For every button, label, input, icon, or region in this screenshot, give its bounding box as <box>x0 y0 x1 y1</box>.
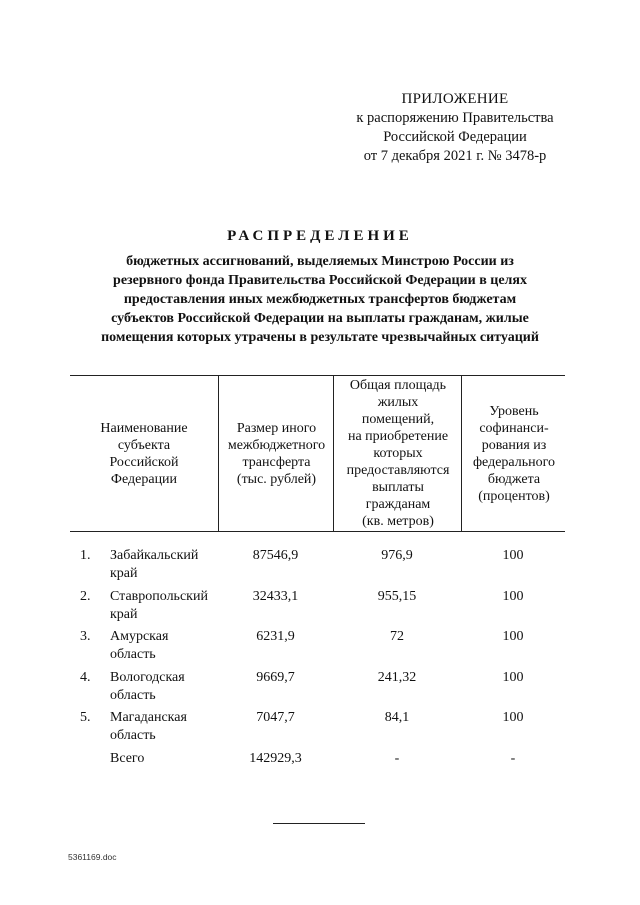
header-transfer-amount <box>218 376 334 531</box>
transfer-amount: 87546,9 <box>252 548 299 563</box>
transfer-amount: 6231,9 <box>256 629 295 644</box>
header-line: рования из <box>481 437 547 453</box>
appendix-line-1: к распоряжению Правительства <box>356 110 554 126</box>
header-line: предоставляются <box>346 463 450 478</box>
subtitle-line: резервного фонда Правительства Российской Федерации в целях <box>113 273 527 288</box>
document-subtitle <box>72 252 568 347</box>
header-line: гражданам <box>365 497 431 512</box>
header-line: Уровень <box>489 403 539 419</box>
region-name-line: Магаданская <box>110 710 187 725</box>
header-line: помещений, <box>361 412 435 427</box>
footer-file-code: 5361169.doc <box>68 852 117 862</box>
total-amount: 142929,3 <box>249 750 302 766</box>
region-name <box>110 709 230 745</box>
row-number: 5. <box>80 710 91 725</box>
region-name-line: Ставропольский <box>110 588 208 604</box>
header-line: Общая площадь <box>349 378 447 393</box>
header-line: Наименование <box>100 420 188 436</box>
cofinancing-level: 100 <box>502 710 524 725</box>
table-body <box>70 532 565 790</box>
region-name-line: область <box>110 647 156 662</box>
header-line: трансферта <box>242 454 311 470</box>
subtitle-line: предоставления иных межбюджетных трансфертов бюджетам <box>123 292 517 307</box>
header-line: которых <box>373 446 423 461</box>
header-line: выплаты <box>372 480 424 495</box>
region-name-line: Амурская <box>110 629 169 644</box>
living-area: 72 <box>390 629 404 644</box>
appendix-title: ПРИЛОЖЕНИЕ <box>401 91 509 107</box>
table-header <box>70 376 565 532</box>
header-line: (процентов) <box>478 488 550 504</box>
region-name-line: Вологодская <box>110 669 185 685</box>
region-name-line: Забайкальский <box>110 548 199 563</box>
region-name <box>110 669 230 705</box>
header-line: Российской <box>109 454 179 470</box>
cofinancing-level: 100 <box>502 629 524 644</box>
table-row <box>70 628 565 669</box>
header-line: на приобретение <box>347 429 449 444</box>
appendix-line-3: от 7 декабря 2021 г. № 3478-р <box>363 148 547 164</box>
header-line: межбюджетного <box>227 437 326 453</box>
living-area: 955,15 <box>377 588 417 604</box>
distribution-table <box>70 375 565 790</box>
region-name-line: область <box>110 728 156 743</box>
living-area: 241,32 <box>377 669 417 685</box>
subtitle-line: помещения которых утрачены в результате чрезвычайных ситуаций <box>101 330 539 345</box>
row-number: 1. <box>80 548 91 563</box>
header-line: жилых <box>377 395 419 410</box>
header-cofinancing-level <box>461 376 566 531</box>
document-title: РАСПРЕДЕЛЕНИЕ <box>227 228 413 244</box>
region-name <box>110 547 230 583</box>
transfer-amount: 32433,1 <box>252 588 299 604</box>
closing-separator-line <box>273 823 365 824</box>
table-row <box>70 588 565 629</box>
region-name <box>110 628 230 664</box>
header-line: субъекта <box>117 437 171 453</box>
row-number: 4. <box>80 669 91 685</box>
header-line: (кв. метров) <box>362 514 434 529</box>
header-line: софинанси- <box>479 420 549 436</box>
transfer-amount: 9669,7 <box>256 669 295 685</box>
header-living-area <box>333 376 462 531</box>
cofinancing-level: 100 <box>502 548 524 563</box>
header-line: Федерации <box>110 471 178 487</box>
header-line: Размер иного <box>236 420 317 436</box>
total-area: - <box>394 750 400 766</box>
transfer-amount: 7047,7 <box>256 710 295 725</box>
region-name-line: край <box>110 606 138 622</box>
total-label: Всего <box>110 750 145 766</box>
living-area: 84,1 <box>384 710 410 725</box>
row-number: 3. <box>80 629 91 644</box>
table-row <box>70 709 565 750</box>
appendix-line-2: Российской Федерации <box>383 129 527 145</box>
header-line: федерального <box>472 454 556 470</box>
subtitle-line: бюджетных ассигнований, выделяемых Минстрою России из <box>126 254 514 269</box>
appendix-block <box>330 90 580 166</box>
table-row <box>70 669 565 710</box>
total-row <box>70 750 565 791</box>
cofinancing-level: 100 <box>502 588 524 604</box>
region-name-line: область <box>110 687 156 703</box>
table-row <box>70 547 565 588</box>
header-line: бюджета <box>487 471 541 487</box>
region-name <box>110 588 230 624</box>
region-name-line: край <box>110 566 138 581</box>
subtitle-line: субъектов Российской Федерации на выплаты гражданам, жилые <box>111 311 529 326</box>
row-number: 2. <box>80 588 91 604</box>
living-area: 976,9 <box>381 548 413 563</box>
header-region <box>70 376 218 531</box>
header-line: (тыс. рублей) <box>236 471 317 487</box>
total-share: - <box>510 750 516 766</box>
cofinancing-level: 100 <box>502 669 524 685</box>
